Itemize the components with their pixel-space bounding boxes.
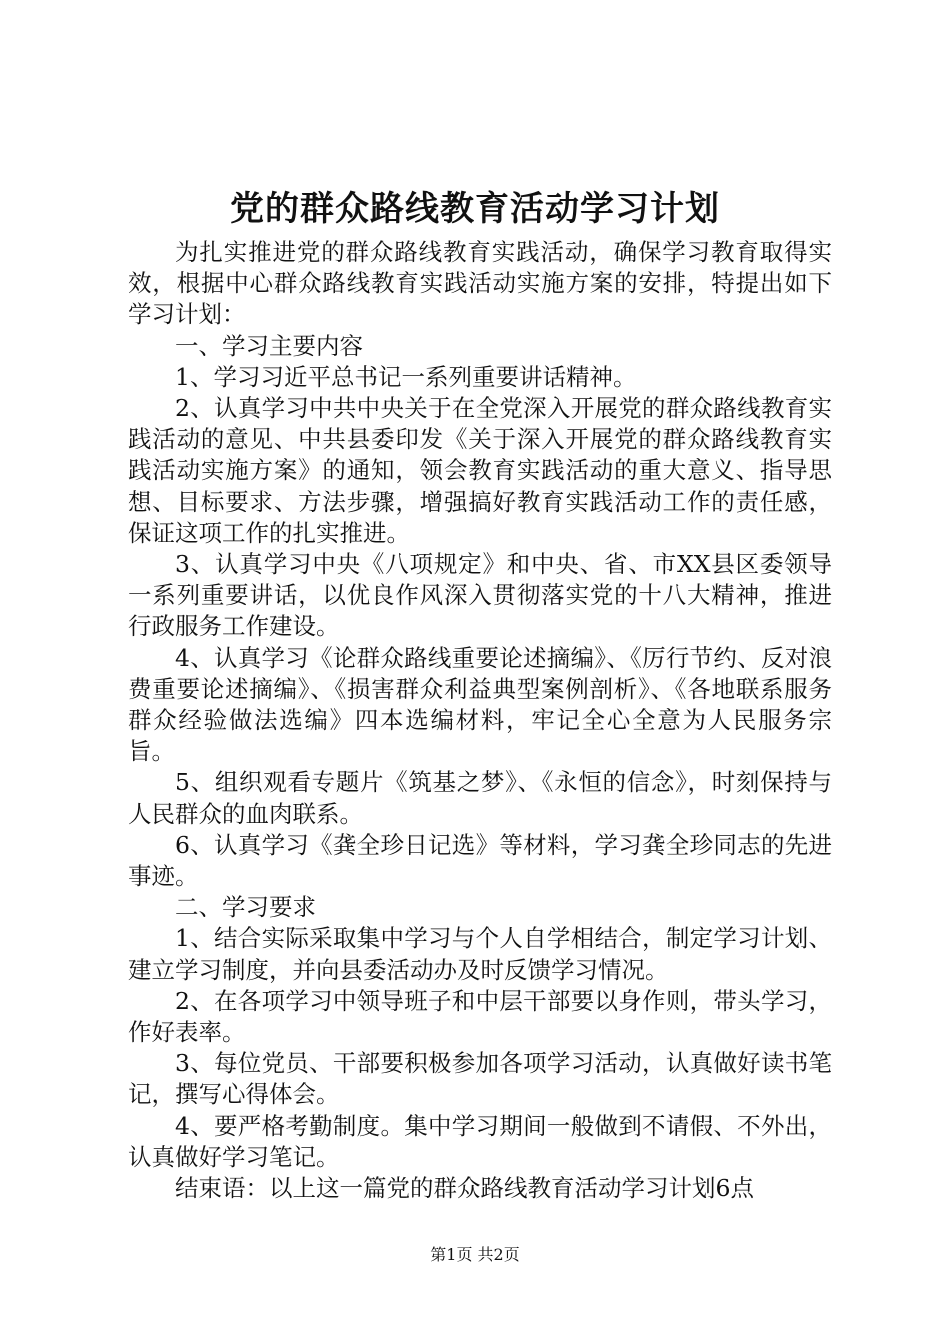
content-item-2: 2、认真学习中共中央关于在全党深入开展党的群众路线教育实践活动的意见、中共县委印发《关于深入开展党的群众路线教育实践活动实施方案》的通知，领会教育实践活动的重大意义、指导思想、目标要求、方法步骤，增强搞好教育实践活动工作的责任感，保证这项工作的扎实推进。 [128,394,832,547]
requirement-item-3: 3、每位党员、干部要积极参加各项学习活动，认真做好读书笔记，撰写心得体会。 [128,1049,832,1109]
content-item-4: 4、认真学习《论群众路线重要论述摘编》、《厉行节约、反对浪费重要论述摘编》、《损害群众利益典型案例剖析》、《各地联系服务群众经验做法选编》四本选编材料，牢记全心全意为人民服务宗旨。 [128,643,832,766]
content-item-5: 5、组织观看专题片《筑基之梦》、《永恒的信念》，时刻保持与人民群众的血肉联系。 [128,768,832,828]
section-heading-requirements: 二、学习要求 [175,893,316,922]
closing-paragraph: 结束语：以上这一篇党的群众路线教育活动学习计划6点 [175,1174,754,1203]
content-item-1: 1、学习习近平总书记一系列重要讲话精神。 [175,362,637,391]
document-body [128,237,832,1204]
section-heading-content: 一、学习主要内容 [175,331,363,360]
document-title: 党的群众路线教育活动学习计划 [230,189,720,229]
page-footer: 第1页 共2页 [430,1245,520,1264]
requirement-item-2: 2、在各项学习中领导班子和中层干部要以身作则，带头学习，作好表率。 [128,986,832,1047]
requirement-item-4: 4、要严格考勤制度。集中学习期间一般做到不请假、不外出，认真做好学习笔记。 [128,1111,832,1171]
intro-paragraph: 为扎实推进党的群众路线教育实践活动，确保学习教育取得实效，根据中心群众路线教育实践活动实施方案的安排，特提出如下学习计划： [128,238,832,329]
requirement-item-1: 1、结合实际采取集中学习与个人自学相结合，制定学习计划、建立学习制度，并向县委活动办及时反馈学习情况。 [128,924,832,984]
content-item-6: 6、认真学习《龚全珍日记选》等材料，学习龚全珍同志的先进事迹。 [128,830,832,891]
content-item-3: 3、认真学习中央《八项规定》和中央、省、市XX县区委领导一系列重要讲话，以优良作风深入贯彻落实党的十八大精神，推进行政服务工作建设。 [128,550,832,641]
